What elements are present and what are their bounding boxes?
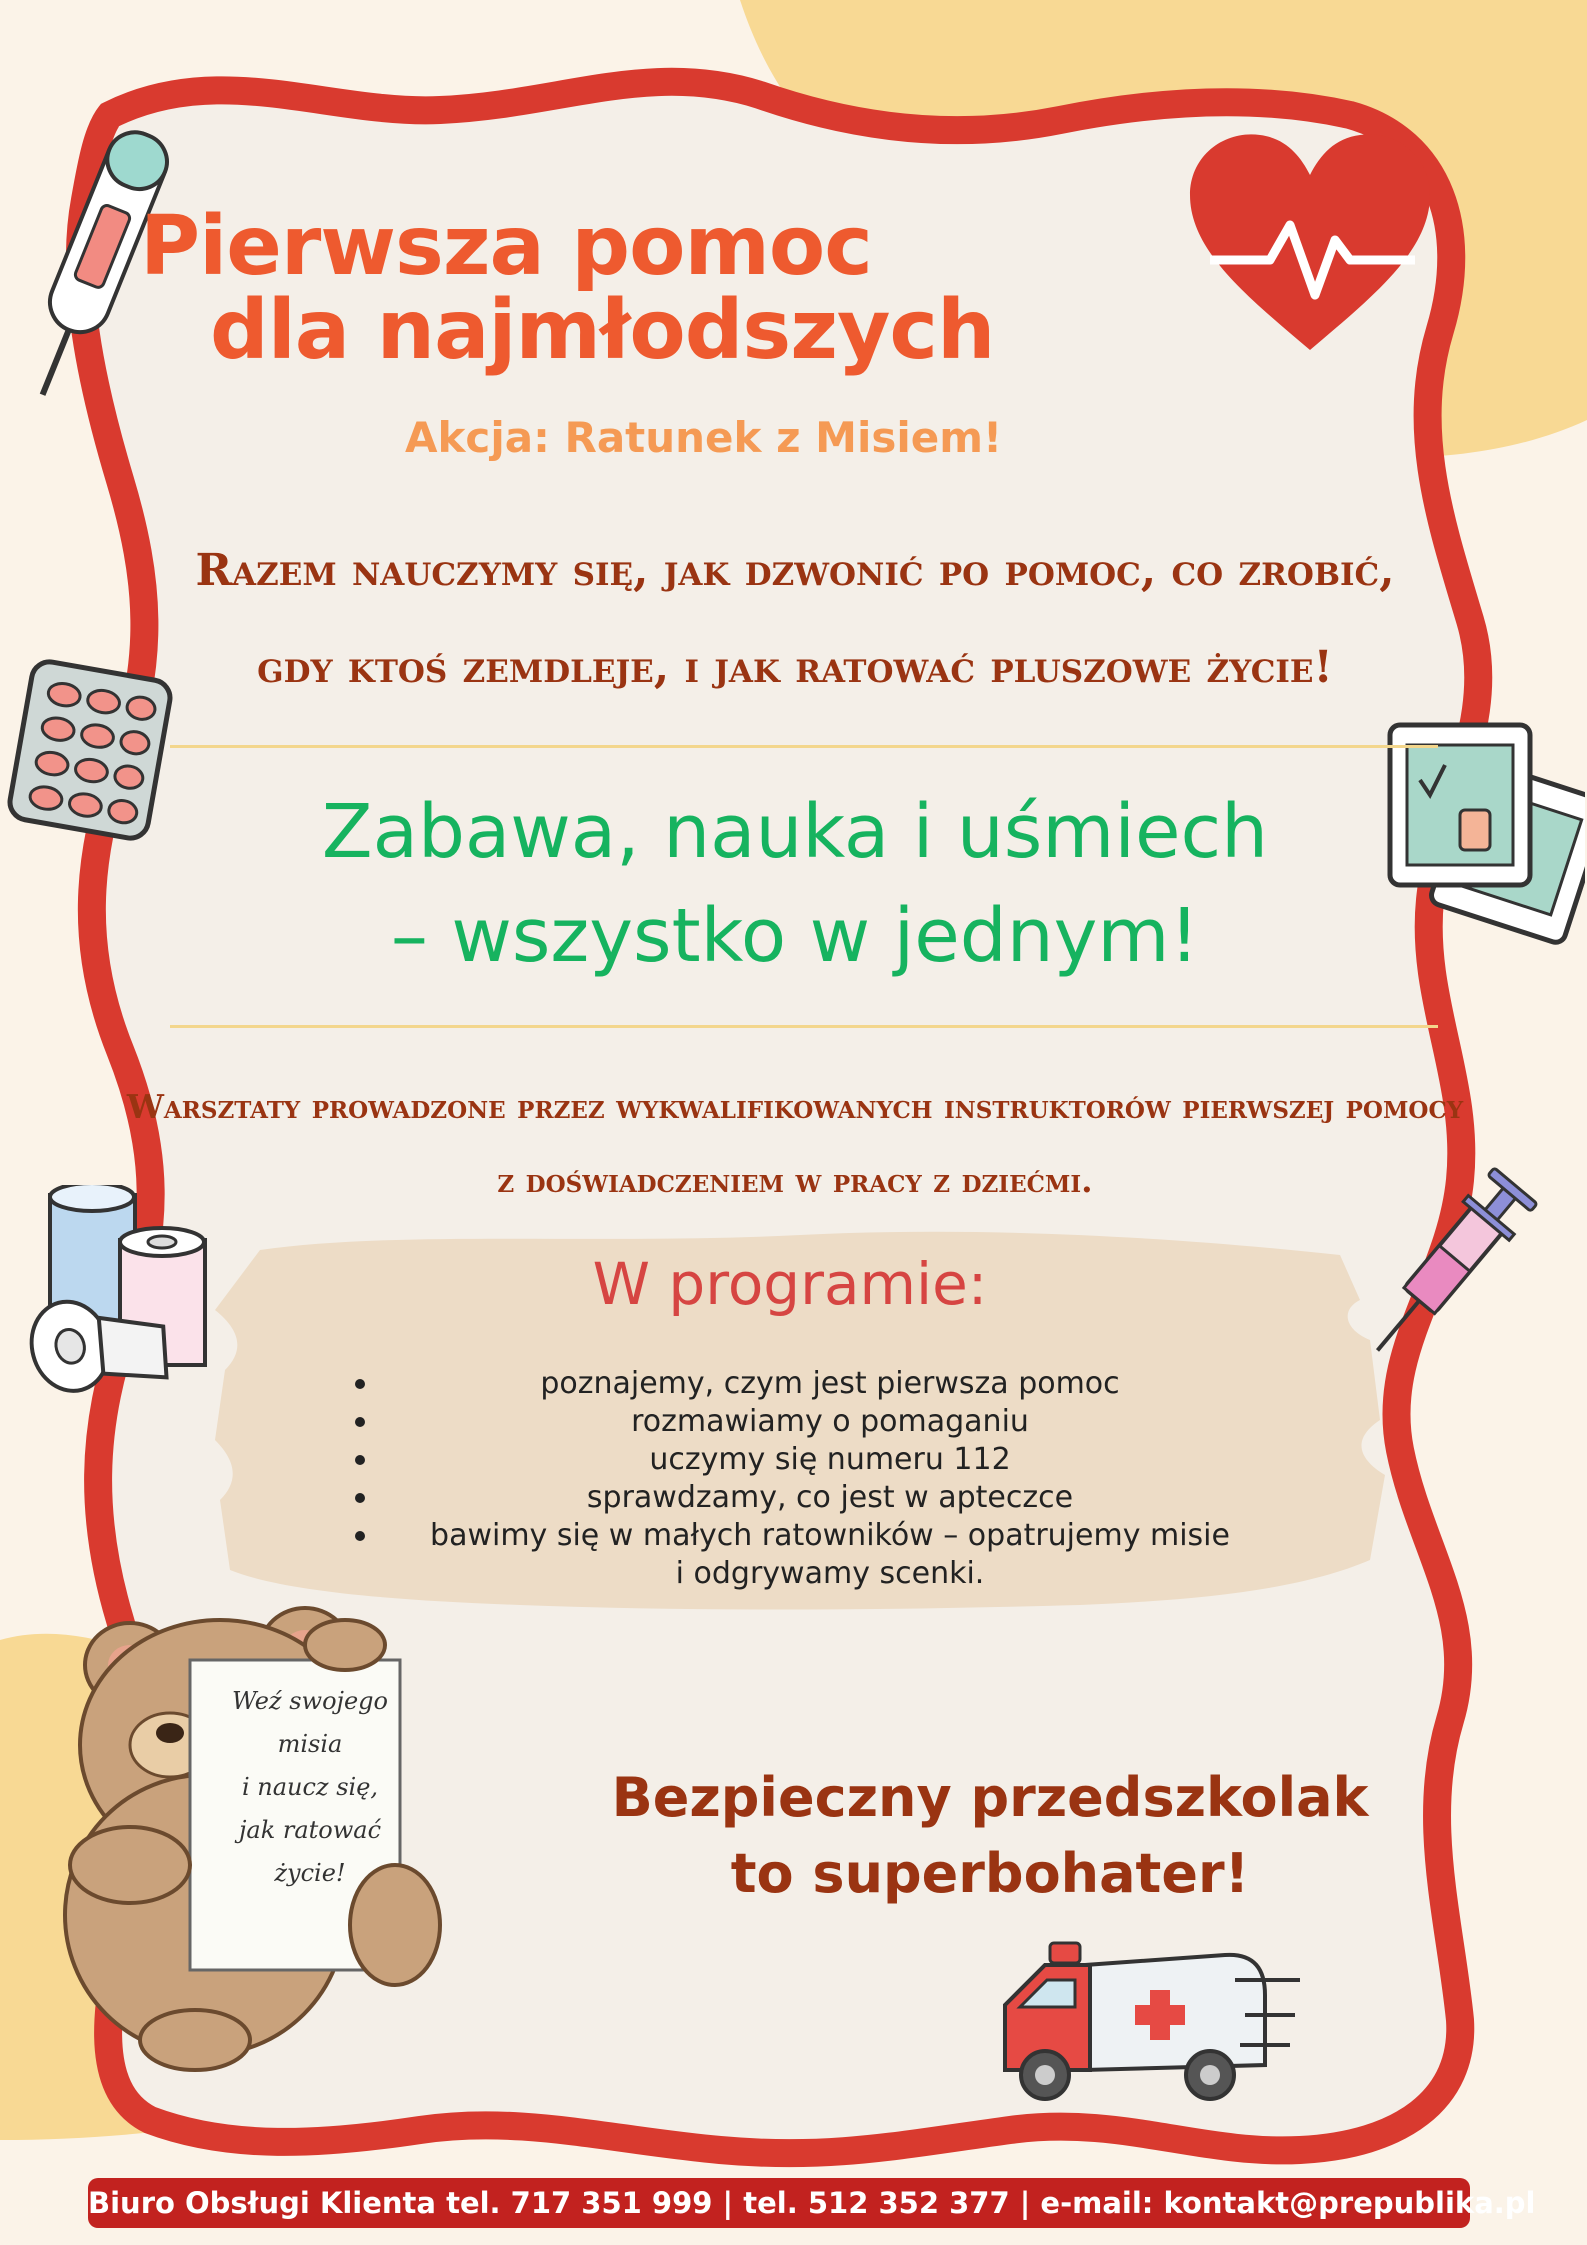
note-line-5: życie! [274,1859,346,1887]
note-line-2: misia [277,1730,343,1758]
list-item-continuation: i odgrywamy scenki. [675,1556,985,1591]
footer-contact: Biuro Obsługi Klienta tel. 717 351 999 | tel. 512 352 377 | e-mail: kontakt@prepublika.pl [88,2186,1536,2220]
bottom-slogan [590,1760,1390,1912]
list-item: bawimy się w małych ratowników – opatrujemy misie [330,1517,1330,1555]
divider-top [170,745,1438,748]
page-title [120,199,1120,378]
main-slogan [150,780,1440,988]
title-line-1: Pierwsza pomoc [140,199,872,294]
workshops-line-2: z doświadczeniem w pracy z dziećmi. [497,1161,1093,1200]
intro-text [150,522,1440,716]
intro-line-1: Razem nauczymy się, jak dzwonić po pomoc, co zrobić, [195,545,1395,596]
bottom-slogan-line-1: Bezpieczny przedszkolak [611,1766,1369,1829]
subtitle: Akcja: Ratunek z Misiem! [405,413,1003,462]
slogan-line-2: – wszystko w jednym! [390,893,1200,979]
note-line-1: Weź swojego [232,1687,388,1715]
bear-note [220,1680,400,1895]
note-line-4: jak ratować [238,1816,382,1844]
workshops-text [90,1070,1500,1218]
divider-bottom [170,1025,1438,1028]
intro-line-2: gdy ktoś zemdleje, i jak ratować pluszowe życie! [257,642,1333,693]
bottom-slogan-line-2: to superbohater! [730,1842,1250,1905]
bandage-rolls-icon [15,1185,215,1410]
program-list [330,1365,1330,1593]
list-item: rozmawiamy o pomaganiu [330,1403,1330,1441]
program-title: W programie: [592,1250,988,1318]
note-line-3: i naucz się, [241,1773,379,1801]
list-item: poznajemy, czym jest pierwsza pomoc [330,1365,1330,1403]
slogan-line-1: Zabawa, nauka i uśmiech [321,789,1269,875]
ambulance-icon [985,1925,1305,2115]
list-item: uczymy się numeru 112 [330,1441,1330,1479]
workshops-line-1: Warsztaty prowadzone przez wykwalifikowanych instruktorów pierwszej pomocy [126,1087,1464,1126]
title-line-2: dla najmłodszych [210,283,995,378]
list-item: sprawdzamy, co jest w apteczce [330,1479,1330,1517]
heart-pulse-icon [1185,130,1435,360]
